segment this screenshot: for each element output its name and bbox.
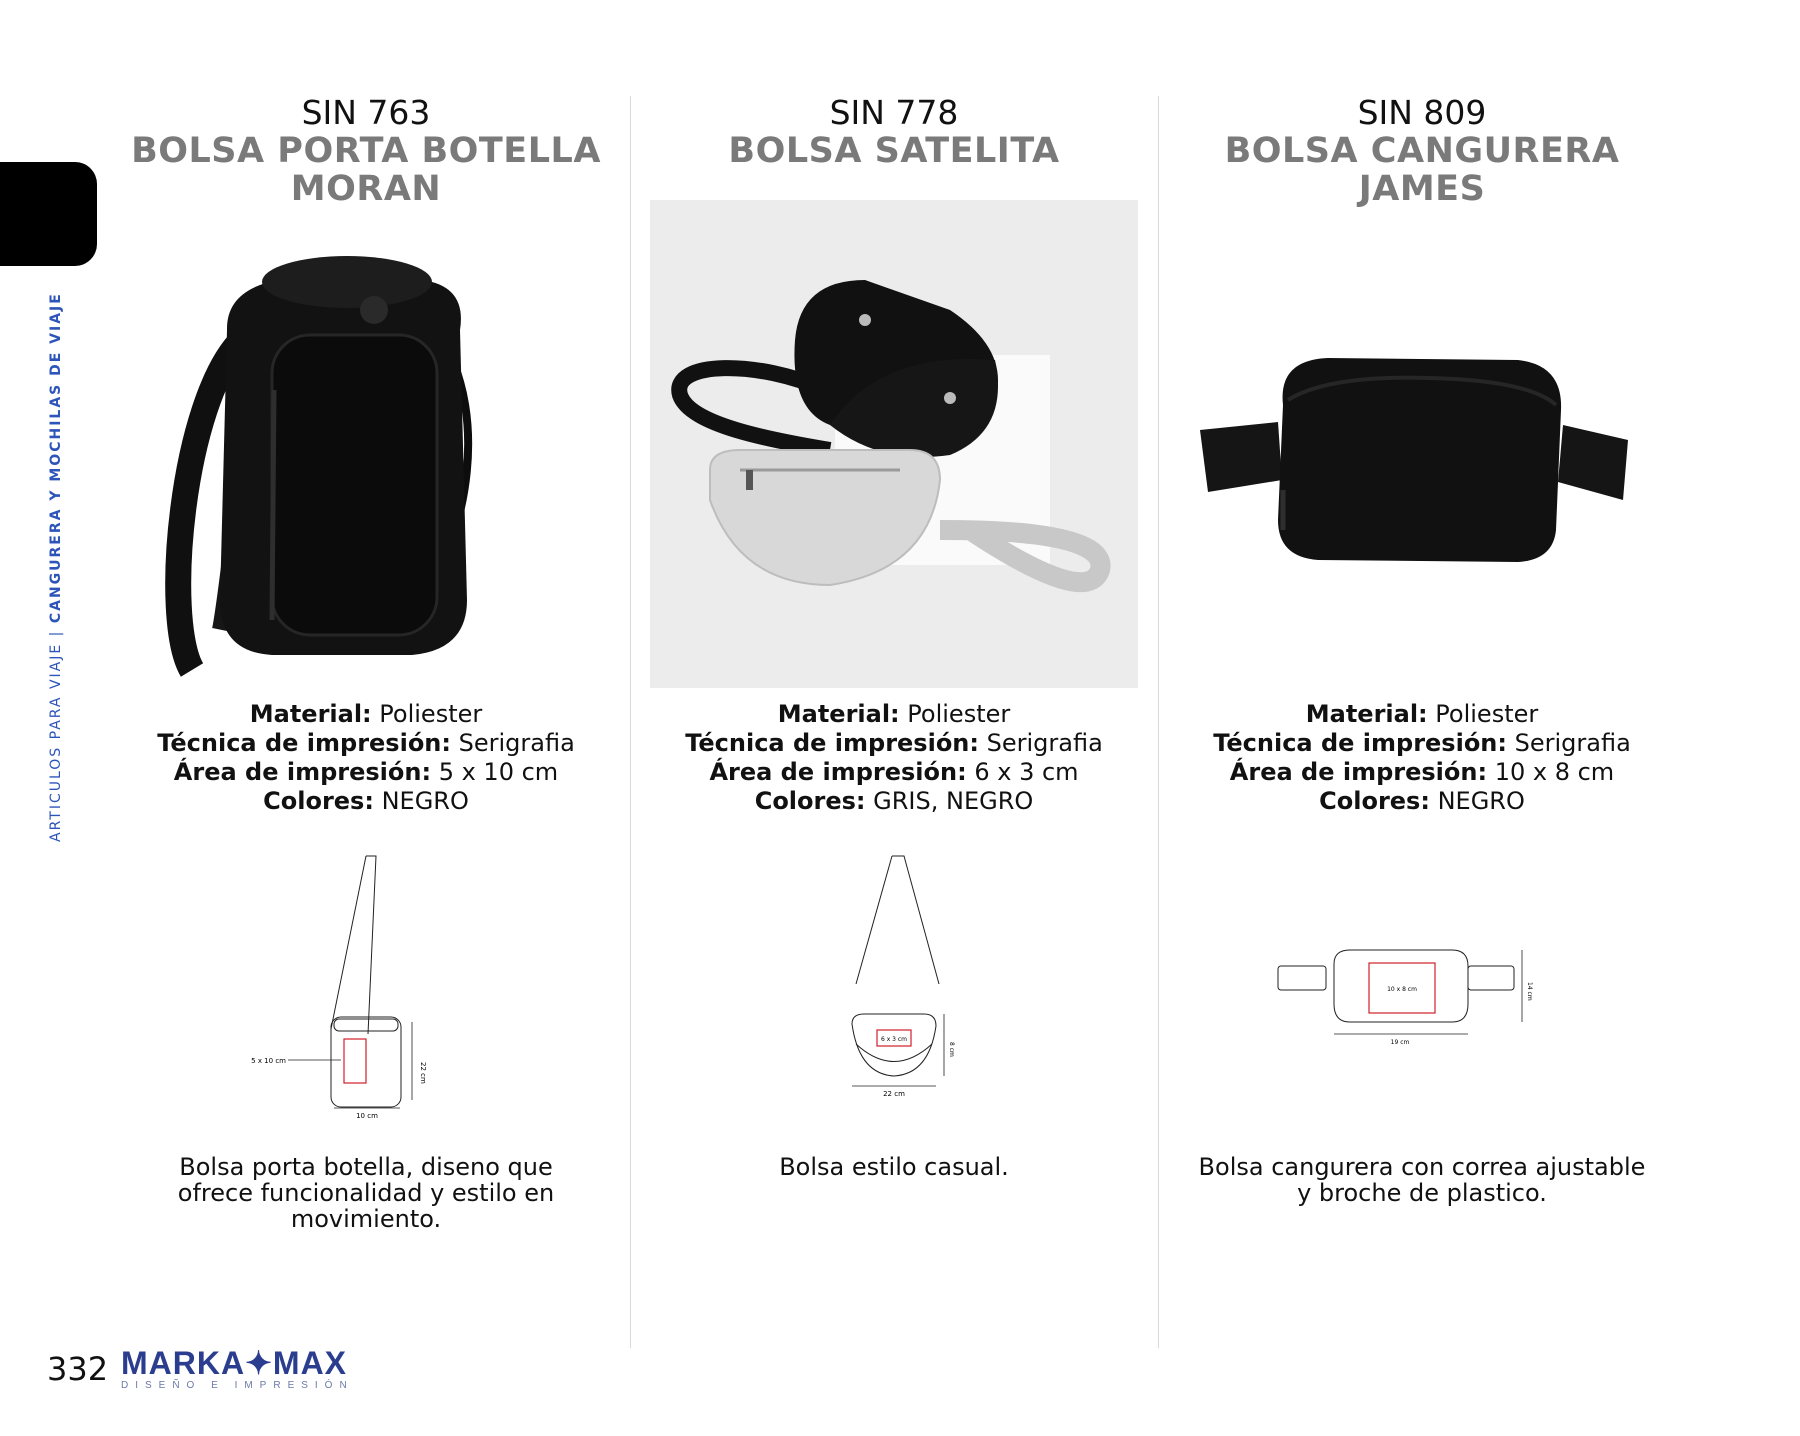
dim-width-label: 22 cm — [883, 1090, 905, 1098]
product-description — [644, 1154, 1144, 1180]
description-line: Bolsa estilo casual. — [779, 1153, 1009, 1181]
spec-label: Técnica de impresión: — [685, 729, 979, 757]
spec-colors: NEGRO — [1437, 787, 1525, 815]
product-description — [1172, 1154, 1672, 1206]
description-line: ofrece funcionalidad y estilo en — [177, 1179, 555, 1207]
product-photo-belt-bag — [1178, 200, 1666, 688]
dimension-drawing — [1272, 854, 1572, 1124]
dim-width-label: 10 cm — [356, 1112, 378, 1120]
product-code: SIN 778 — [829, 93, 959, 132]
dim-print-label: 5 x 10 cm — [251, 1057, 286, 1065]
spec-material: Poliester — [907, 700, 1011, 728]
description-line: y broche de plastico. — [1297, 1179, 1547, 1207]
product-card — [116, 93, 616, 1233]
product-card — [1172, 93, 1672, 1207]
description-line: movimiento. — [290, 1205, 442, 1233]
spec-label: Área de impresión: — [1229, 758, 1488, 786]
product-photo-bottle-bag — [122, 200, 610, 688]
spec-label: Técnica de impresión: — [1213, 729, 1507, 757]
spec-label: Colores: — [754, 787, 866, 815]
sidebar-category: CANGURERA Y MOCHILAS DE VIAJE — [48, 292, 64, 624]
dim-height-label: 8 cm — [948, 1042, 955, 1057]
spec-label: Colores: — [263, 787, 374, 815]
dim-height-label: 22 cm — [419, 1062, 427, 1084]
spec-material: Poliester — [379, 700, 483, 728]
spec-material: Poliester — [1435, 700, 1539, 728]
spec-label: Área de impresión: — [709, 758, 967, 786]
sidebar-category-text — [48, 292, 64, 842]
sidebar-section: ARTICULOS PARA VIAJE | — [48, 629, 64, 842]
spec-area: 5 x 10 cm — [438, 758, 559, 786]
product-code: SIN 809 — [1357, 93, 1487, 132]
spec-colors: GRIS, NEGRO — [873, 787, 1034, 815]
spec-technique: Serigrafia — [1514, 729, 1631, 757]
product-name-line: BOLSA CANGURERA — [1224, 132, 1620, 171]
spec-colors: NEGRO — [381, 787, 469, 815]
brand-name: MARKA✦MAX — [121, 1345, 348, 1381]
description-line: Bolsa porta botella, diseno que — [179, 1153, 553, 1181]
spec-label: Técnica de impresión: — [157, 729, 451, 757]
page-number: 332 — [47, 1350, 109, 1388]
brand-tagline: DISEÑO E IMPRESIÓN — [121, 1380, 354, 1391]
spec-technique: Serigrafia — [986, 729, 1103, 757]
brand-logo — [121, 1346, 354, 1392]
spec-label: Material: — [1305, 700, 1428, 728]
spec-label: Área de impresión: — [173, 758, 432, 786]
dim-print-label: 10 x 8 cm — [1387, 986, 1417, 993]
product-name-line: JAMES — [1358, 169, 1486, 209]
product-specs — [644, 700, 1144, 816]
product-specs — [1172, 700, 1672, 816]
section-tab — [0, 162, 97, 266]
dim-print-label: 6 x 3 cm — [880, 1036, 908, 1043]
product-specs — [116, 700, 616, 816]
description-line: Bolsa cangurera con correa ajustable — [1198, 1153, 1646, 1181]
column-divider — [630, 96, 631, 1348]
product-code: SIN 763 — [301, 93, 431, 132]
spec-label: Material: — [249, 700, 372, 728]
spec-technique: Serigrafia — [458, 729, 575, 757]
product-photo-crossbody-bags — [650, 200, 1138, 688]
spec-area: 6 x 3 cm — [974, 758, 1079, 786]
spec-label: Material: — [777, 700, 900, 728]
dim-width-label: 19 cm — [1390, 1039, 1410, 1046]
product-description — [116, 1154, 616, 1232]
dimension-drawing — [744, 854, 1044, 1124]
dimension-drawing — [216, 854, 516, 1124]
column-divider — [1158, 96, 1159, 1348]
spec-area: 10 x 8 cm — [1494, 758, 1615, 786]
spec-label: Colores: — [1319, 787, 1430, 815]
product-name-line: BOLSA SATELITA — [728, 132, 1060, 171]
product-name-line: BOLSA PORTA BOTELLA — [131, 132, 601, 171]
product-name-line: MORAN — [290, 169, 442, 209]
product-card — [644, 93, 1144, 1181]
dim-height-label: 14 cm — [1526, 982, 1533, 1001]
